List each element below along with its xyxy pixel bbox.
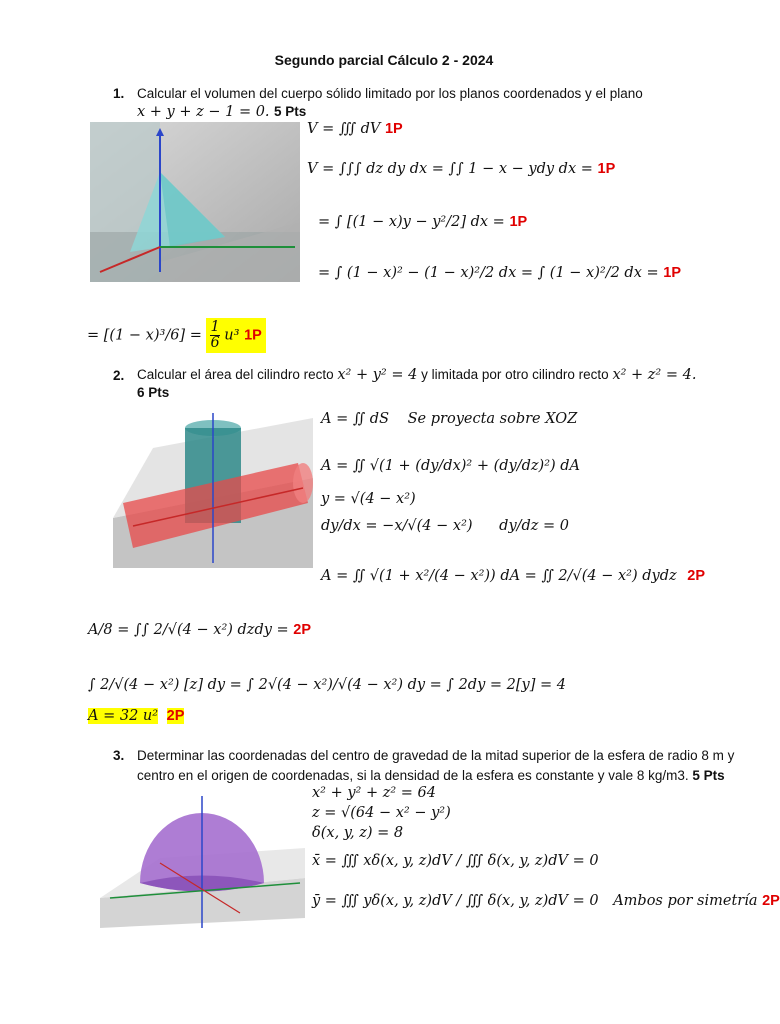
p2-dydx: dy/dx = −x/√(4 − x²) [321,518,473,534]
problem-1-plane-eq: x + y + z − 1 = 0. [137,104,270,120]
p3-line-2: z = √(64 − x² − y²) [312,805,451,821]
p2-score-1: 2P [687,568,706,584]
p1-score-4: 1P [663,265,681,281]
p1-simplified: = ∫ (1 − x)² − (1 − x)²/2 dx = ∫ (1 − x)²/2 dx = [318,265,659,281]
p2-area-def: A = ∬ dS [321,411,390,427]
p1-line-3 [318,214,527,230]
problem-2-text [137,365,696,385]
cylinders-figure [113,408,313,568]
p1-score-1: 1P [384,121,403,137]
p1-triple-integral: V = ∫∫∫ dz dy dx = ∫∫ 1 − x − ydy dx = [307,161,593,177]
p1-unit: u³ [224,327,240,344]
p3-line-4: x̄ = ∭ xδ(x, y, z)dV / ∭ δ(x, y, z)dV = 0 [312,853,599,869]
page-title: Segundo parcial Cálculo 2 - 2024 [274,52,494,68]
p3-line-3: δ(x, y, z) = 8 [312,825,404,841]
p2-line-8 [88,708,184,724]
p2-eq1: x² + y² = 4 [337,367,418,383]
p2-line-7: ∫ 2/√(4 − x²) [z] dy = ∫ 2√(4 − x²)/√(4 − x²) dy = ∫ 2dy = 2[y] = 4 [88,677,566,693]
p2-projection-note: Se proyecta sobre XOZ [407,411,578,427]
hemisphere-figure [100,788,305,933]
p2-line-6 [88,622,311,638]
p2-score-2: 2P [293,622,312,638]
p3-ybar: ȳ = ∭ yδ(x, y, z)dV / ∭ δ(x, y, z)dV = 0 [312,893,599,909]
problem-2-points: 6 Pts [137,385,170,400]
problem-1-points: 5 Pts [274,104,307,119]
p2-dydz: dy/dz = 0 [499,518,570,534]
problem-2-number: 2. [113,368,125,383]
p1-answer-highlight [206,318,265,353]
p1-frac-den: 6 [210,335,220,351]
p1-frac-num: 1 [210,319,220,335]
p1-answer-fraction [210,320,219,351]
p1-line-4 [318,265,681,281]
p3-symmetry-note: Ambos por simetría [613,893,758,909]
p1-line-2 [307,161,615,177]
p1-score-2: 1P [597,161,616,177]
p1-final-eval: = [(1 − x)³/6] = [87,327,202,344]
p2-integrand: A = ∬ √(1 + x²/(4 − x²)) dA = ∬ 2/√(4 − x²) dydz [321,568,677,584]
p2-line-4 [321,518,569,534]
tetrahedron-figure [90,122,300,282]
problem-3-text-a: Determinar las coordenadas del centro de gravedad de la mitad superior de la esfera de radio 8 m y [137,748,735,763]
p3-score: 2P [762,893,780,909]
p2-line-5 [321,568,705,584]
p2-line-2: A = ∬ √(1 + (dy/dx)² + (dy/dz)²) dA [321,458,581,474]
p3-text-b: centro en el origen de coordenadas, si la densidad de la esfera es constante y vale 8 kg/m3. [137,768,689,783]
p2-score-3: 2P [166,708,185,724]
p2-text-a: Calcular el área del cilindro recto [137,367,334,382]
p1-score-3: 1P [509,214,528,230]
problem-1-number: 1. [113,86,125,101]
p1-inner-eval: = ∫ [(1 − x)y − y²/2] dx = [318,214,505,230]
problem-3-text-b [137,766,725,786]
p2-line-1 [321,411,577,427]
p2-eq2: x² + z² = 4. [612,367,697,383]
p1-line-1 [307,121,403,137]
p3-line-1: x² + y² + z² = 64 [312,785,437,801]
p2-eighth-area: A/8 = ∫∫ 2/√(4 − x²) dzdy = [88,622,289,638]
p2-line-3: y = √(4 − x²) [321,491,416,507]
p1-line-5 [87,318,266,353]
p1-score-5: 1P [244,327,262,344]
problem-3-points: 5 Pts [692,768,725,783]
p2-answer: A = 32 u² [88,708,159,724]
problem-3-number: 3. [113,748,125,763]
p3-line-5 [312,893,780,909]
problem-1-eq-line [137,103,306,121]
p1-volume-def: V = ∭ dV [307,121,381,137]
p2-text-b: y limitada por otro cilindro recto [421,367,609,382]
problem-1-text: Calcular el volumen del cuerpo sólido limitado por los planos coordenados y el plano [137,86,643,101]
